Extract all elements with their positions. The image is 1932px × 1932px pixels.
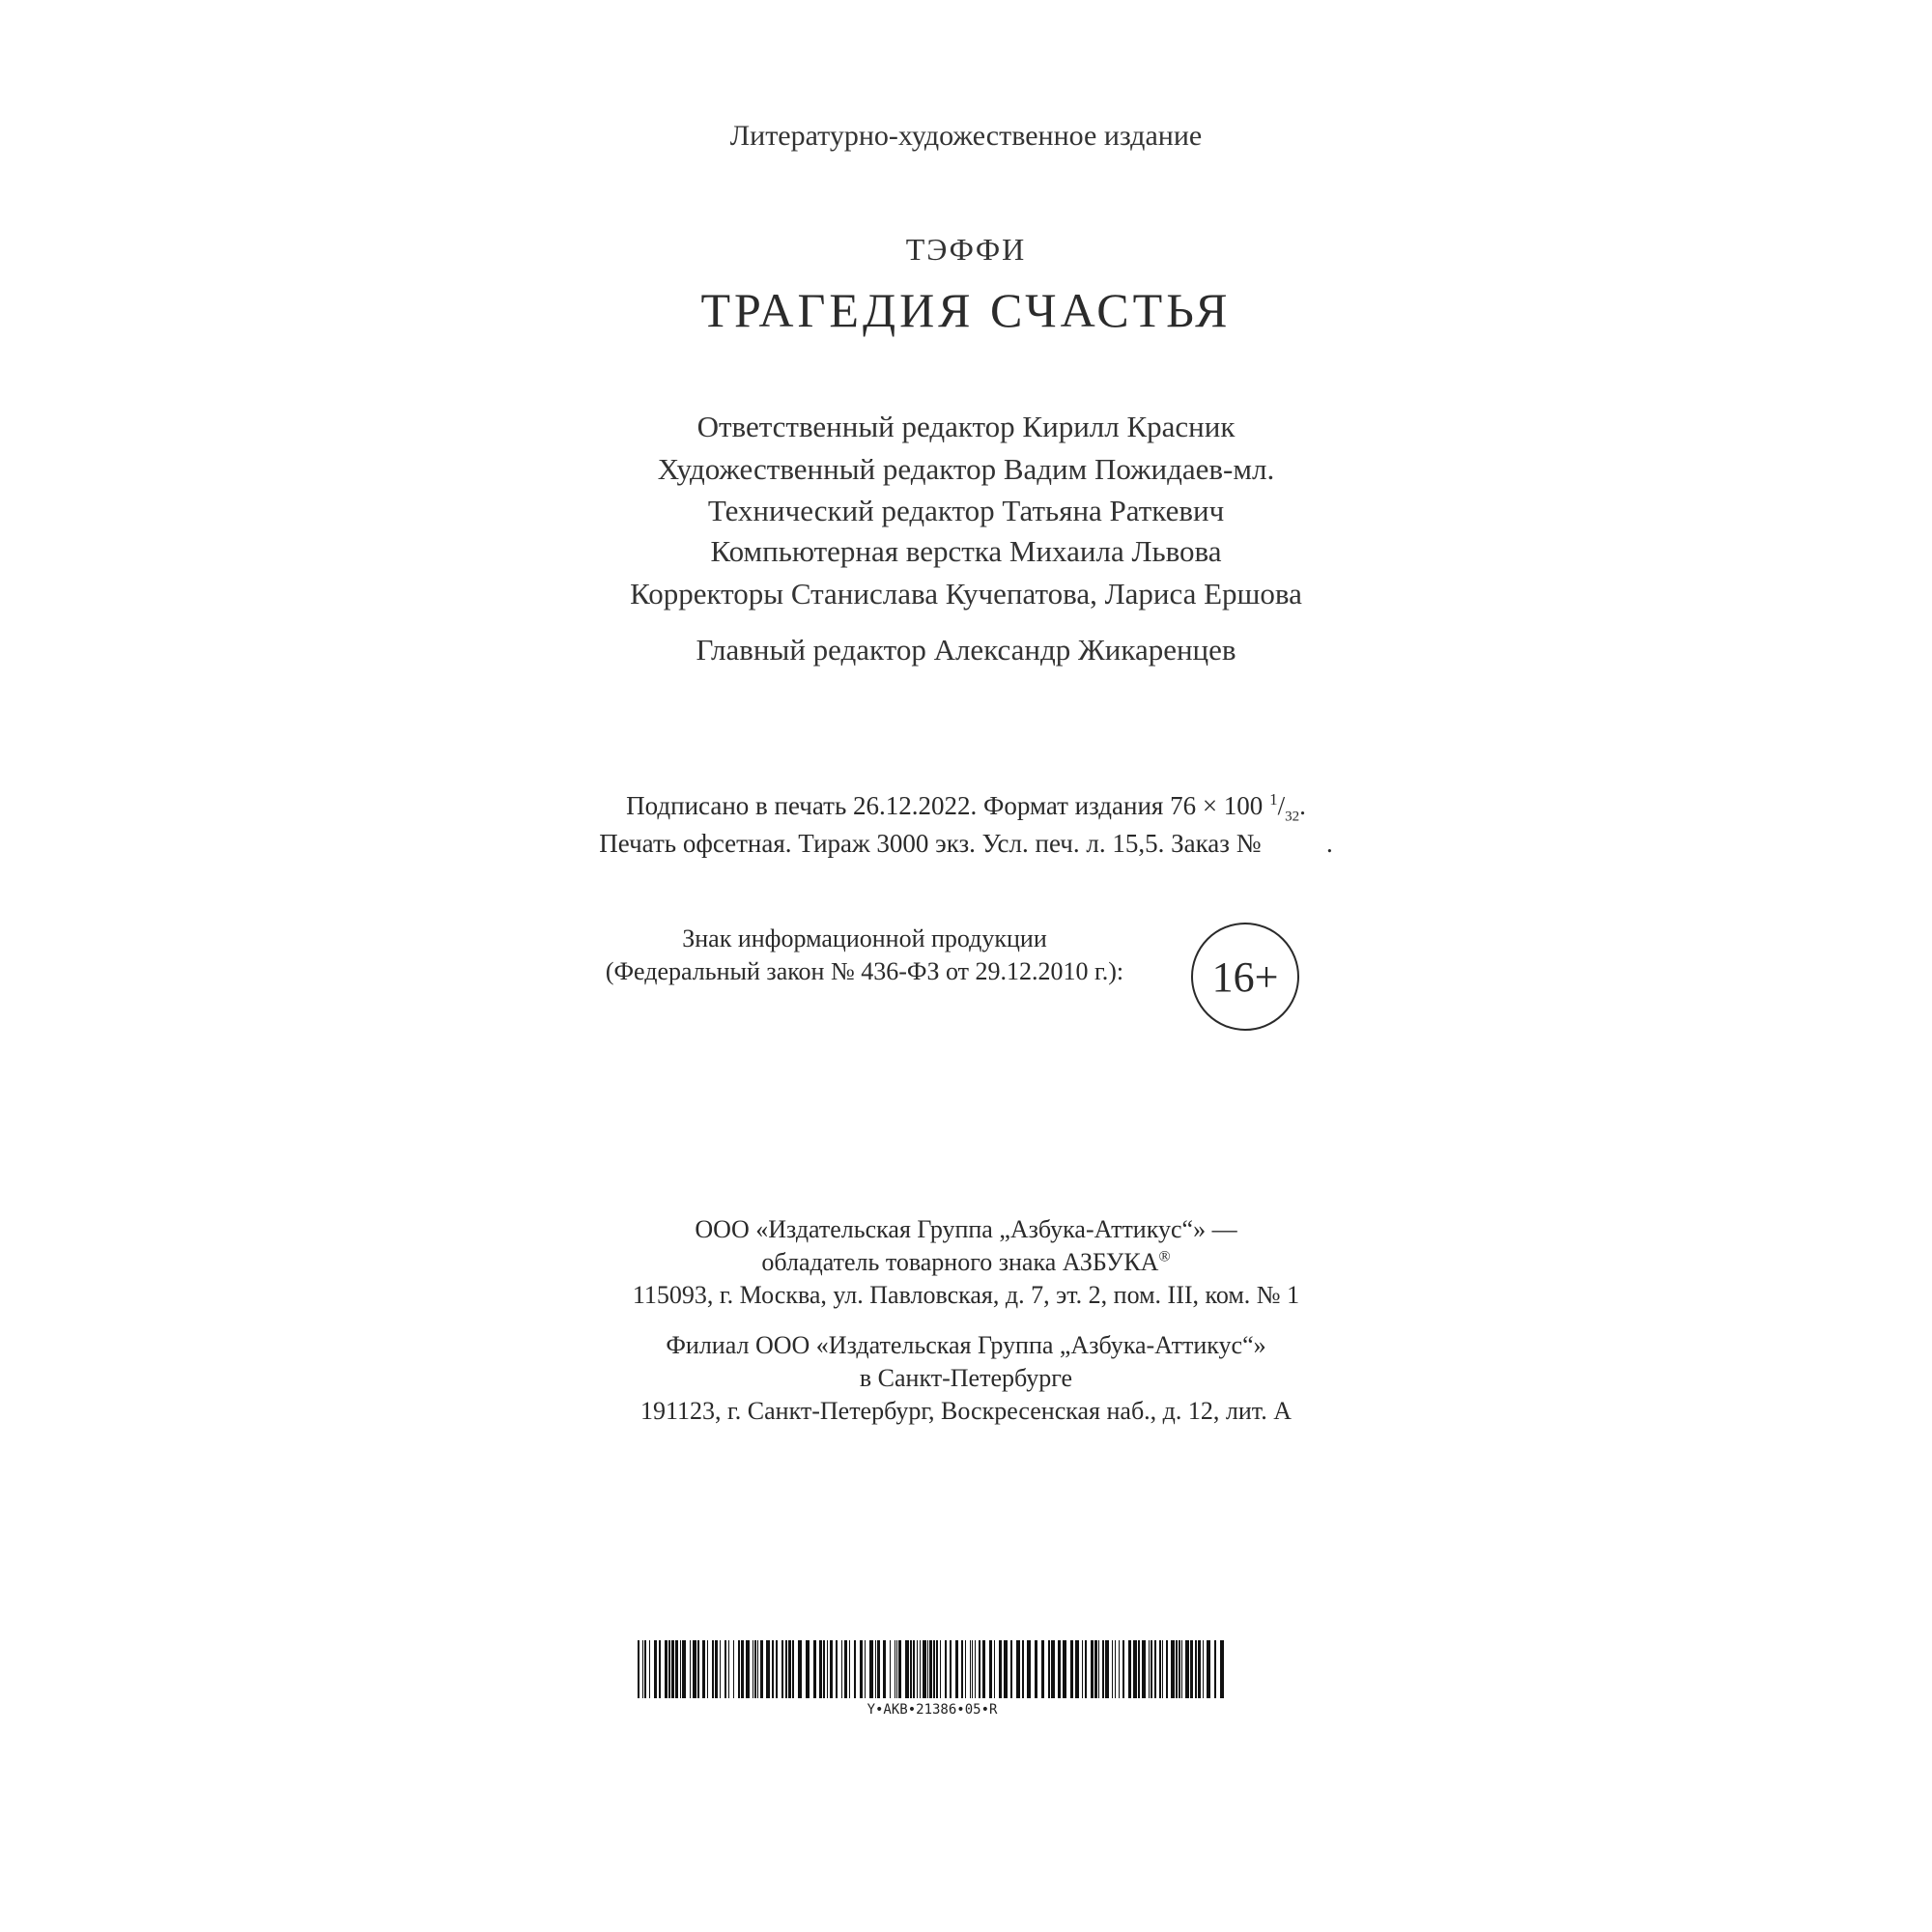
barcode-bar — [813, 1640, 816, 1698]
barcode-bar — [671, 1640, 674, 1698]
barcode-bar — [798, 1640, 802, 1698]
barcode-bar — [1179, 1640, 1180, 1698]
barcode-bar — [1070, 1640, 1073, 1698]
barcode-bar — [1035, 1640, 1037, 1698]
barcode-bar — [766, 1640, 770, 1698]
barcode-bar — [693, 1640, 696, 1698]
barcode-bar — [940, 1640, 941, 1698]
barcode-bar — [757, 1640, 758, 1698]
barcode-bar — [827, 1640, 828, 1698]
barcode-bar — [1149, 1640, 1150, 1698]
barcode-bar — [936, 1640, 938, 1698]
barcode-bar — [1041, 1640, 1044, 1698]
barcode-bar — [772, 1640, 774, 1698]
barcode-bar — [1220, 1640, 1224, 1698]
barcode-bar — [720, 1640, 721, 1698]
barcode-bar — [746, 1640, 750, 1698]
book-title: ТРАГЕДИЯ СЧАСТЬЯ — [700, 283, 1232, 337]
barcode-bar — [785, 1640, 787, 1698]
info-sign-text — [551, 923, 1179, 988]
barcode-bar — [823, 1640, 825, 1698]
barcode-bar — [841, 1640, 842, 1698]
info-sign-line-1: Знак информационной продукции — [682, 924, 1047, 952]
barcode-bar — [1094, 1640, 1097, 1698]
age-rating-badge: 16+ — [1191, 923, 1299, 1031]
barcode-bar — [682, 1640, 686, 1698]
registered-mark: ® — [1158, 1248, 1171, 1265]
barcode-bar — [883, 1640, 886, 1698]
format-fraction-denominator: 32 — [1285, 809, 1300, 825]
barcode-bar — [792, 1640, 794, 1698]
barcode-bar — [920, 1640, 921, 1698]
barcode-bar — [819, 1640, 822, 1698]
barcode-bar — [1122, 1640, 1124, 1698]
barcode-bar — [927, 1640, 928, 1698]
barcode-bar — [1195, 1640, 1197, 1698]
barcode-bar — [649, 1640, 650, 1698]
barcode-bar — [806, 1640, 810, 1698]
barcode-bar — [836, 1640, 838, 1698]
barcode-bar — [1171, 1640, 1175, 1698]
barcode-bar — [754, 1640, 756, 1698]
barcode-bar — [923, 1640, 926, 1698]
print-info-end: . — [1299, 791, 1306, 820]
barcode-bar — [933, 1640, 935, 1698]
barcode-bar — [1142, 1640, 1146, 1698]
barcode-bar — [1214, 1640, 1216, 1698]
barcode-bar — [1133, 1640, 1137, 1698]
barcode-bar — [950, 1640, 952, 1698]
barcode-bar — [877, 1640, 880, 1698]
barcode-bar — [1091, 1640, 1094, 1698]
barcode-bar — [642, 1640, 643, 1698]
credit-proofreaders: Корректоры Станислава Кучепатова, Лариса Ершова — [630, 577, 1302, 611]
barcode-bar — [702, 1640, 705, 1698]
credit-technical-editor: Технический редактор Татьяна Раткевич — [707, 494, 1225, 527]
barcode-bar — [994, 1640, 995, 1698]
barcode-bar — [917, 1640, 918, 1698]
barcode-bar — [1075, 1640, 1079, 1698]
barcode-bar — [975, 1640, 976, 1698]
edition-type: Литературно-художественное издание — [729, 120, 1203, 152]
branch-line-1: Филиал ООО «Издательская Группа „Азбука-Аттикус“» — [666, 1331, 1266, 1359]
barcode-bar — [638, 1640, 639, 1698]
barcode-bar — [860, 1640, 863, 1698]
barcode-bar — [728, 1640, 729, 1698]
barcode-bar — [896, 1640, 897, 1698]
barcode-bar — [665, 1640, 668, 1698]
credit-art-editor: Художественный редактор Вадим Пожидаев-мл. — [657, 452, 1275, 486]
barcode-bar — [1166, 1640, 1168, 1698]
barcode-bar — [1022, 1640, 1024, 1698]
barcode-bar — [961, 1640, 963, 1698]
barcode-bar — [644, 1640, 646, 1698]
barcode-bar — [1105, 1640, 1109, 1698]
publisher-line-2 — [0, 1248, 1932, 1277]
barcode-bar — [738, 1640, 740, 1698]
barcode-bar — [905, 1640, 909, 1698]
barcode-bar — [1128, 1640, 1131, 1698]
barcode-bar — [1048, 1640, 1050, 1698]
barcode-bar — [854, 1640, 856, 1698]
branch-address: 191123, г. Санкт-Петербург, Воскресенская наб., д. 12, лит. А — [640, 1397, 1292, 1425]
barcode-bar — [970, 1640, 971, 1698]
barcode-bar — [989, 1640, 992, 1698]
barcode-bar — [712, 1640, 714, 1698]
barcode-bar — [955, 1640, 958, 1698]
barcode-bar — [1082, 1640, 1083, 1698]
barcode-bar — [1010, 1640, 1012, 1698]
barcode-bar — [741, 1640, 744, 1698]
barcode-bar — [898, 1640, 901, 1698]
barcode-bar — [1016, 1640, 1020, 1698]
barcode-bar — [1151, 1640, 1152, 1698]
barcode-bar — [972, 1640, 973, 1698]
barcode-bar — [929, 1640, 932, 1698]
barcode-bar — [830, 1640, 833, 1698]
print-info-line-1: Подписано в печать 26.12.2022. Формат издания 76 × 100 $^1/_{32}$. — [626, 790, 1306, 825]
barcode-bar — [1176, 1640, 1178, 1698]
publisher-address: 115093, г. Москва, ул. Павловская, д. 7, эт. 2, пом. III, ком. № 1 — [632, 1281, 1300, 1309]
barcode-bar — [1098, 1640, 1099, 1698]
barcode-bar — [849, 1640, 850, 1698]
barcode-bar — [910, 1640, 912, 1698]
barcode-bar — [654, 1640, 657, 1698]
barcode-bar — [1004, 1640, 1008, 1698]
barcode-bar — [844, 1640, 847, 1698]
publisher-trademark-text: обладатель товарного знака АЗБУКА — [761, 1248, 1159, 1276]
barcode-bar — [733, 1640, 734, 1698]
barcode-bar — [1190, 1640, 1193, 1698]
print-info-text: Подписано в печать 26.12.2022. Формат издания 76 × 100 — [626, 791, 1270, 820]
publisher-line-1: ООО «Издательская Группа „Азбука-Аттикус“» — — [695, 1215, 1237, 1243]
barcode-bar — [1185, 1640, 1189, 1698]
format-fraction-numerator: 1 — [1269, 790, 1278, 809]
barcode-bar — [659, 1640, 661, 1698]
barcode-bar — [668, 1640, 670, 1698]
barcode-image — [638, 1640, 1227, 1698]
barcode-bar — [1154, 1640, 1156, 1698]
barcode-bar — [1102, 1640, 1104, 1698]
barcode-bar — [1162, 1640, 1163, 1698]
barcode-bar — [724, 1640, 726, 1698]
barcode-bar — [715, 1640, 718, 1698]
barcode-bar — [1063, 1640, 1066, 1698]
author-name: ТЭФФИ — [905, 232, 1027, 267]
barcode-bar — [776, 1640, 778, 1698]
barcode-bar — [1112, 1640, 1113, 1698]
barcode-bar — [869, 1640, 873, 1698]
barcode-bar — [982, 1640, 985, 1698]
branch-line-2: в Санкт-Петербурге — [859, 1364, 1073, 1392]
barcode-bar — [788, 1640, 791, 1698]
barcode-bar — [875, 1640, 876, 1698]
barcode-bar — [945, 1640, 947, 1698]
barcode-bar — [1181, 1640, 1182, 1698]
barcode-bar — [1051, 1640, 1055, 1698]
barcode-bar — [697, 1640, 699, 1698]
barcode-bar — [760, 1640, 763, 1698]
barcode-bar — [707, 1640, 708, 1698]
barcode-bar — [1027, 1640, 1031, 1698]
barcode-bar — [680, 1640, 681, 1698]
barcode-bar — [1058, 1640, 1061, 1698]
barcode-bar — [890, 1640, 891, 1698]
chief-editor: Главный редактор Александр Жикаренцев — [696, 633, 1236, 667]
credit-layout: Компьютерная верстка Михаила Львова — [710, 534, 1222, 568]
barcode-bar — [1119, 1640, 1120, 1698]
barcode-bar — [675, 1640, 678, 1698]
print-info-line-2: Печать офсетная. Тираж 3000 экз. Усл. печ. л. 15,5. Заказ № . — [599, 829, 1333, 858]
barcode-bar — [1207, 1640, 1210, 1698]
info-sign-line-2: (Федеральный закон № 436-ФЗ от 29.12.2010 г.): — [605, 957, 1124, 985]
barcode-bar — [781, 1640, 783, 1698]
barcode-text: Y•АКВ•21386•05•R — [867, 1702, 998, 1718]
barcode-bar — [1085, 1640, 1087, 1698]
barcode-bar — [690, 1640, 691, 1698]
barcode-bar — [999, 1640, 1002, 1698]
barcode-bar — [1198, 1640, 1201, 1698]
barcode-bar — [913, 1640, 915, 1698]
barcode-bar — [1203, 1640, 1204, 1698]
barcode-bar — [1115, 1640, 1116, 1698]
barcode-bar — [1159, 1640, 1161, 1698]
barcode-bar — [1138, 1640, 1140, 1698]
barcode-bar — [865, 1640, 866, 1698]
barcode-bar — [979, 1640, 980, 1698]
barcode-bar — [965, 1640, 966, 1698]
credit-responsible-editor: Ответственный редактор Кирилл Красник — [696, 410, 1236, 443]
